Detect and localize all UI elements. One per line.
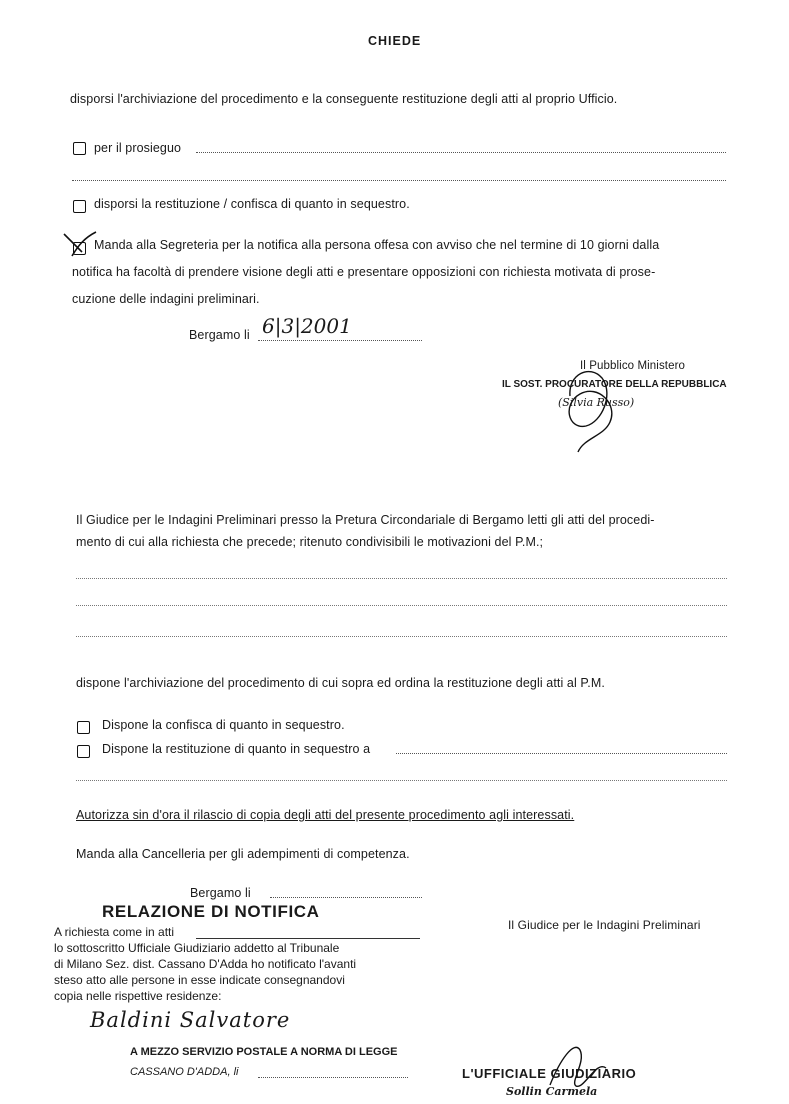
prosieguo-fill-line [196, 152, 726, 153]
officer-name: Sollin Carmela [506, 1085, 598, 1098]
request-place-date-label: Bergamo li [189, 328, 250, 342]
authorization-text: Autorizza sin d'ora il rilascio di copia degli atti del presente procedimento agli interessati. [76, 808, 575, 822]
officer-stamp: L'UFFICIALE GIUDIZIARIO [462, 1066, 637, 1081]
option-restituzione-request-label: disporsi la restituzione / confisca di quanto in sequestro. [94, 197, 410, 211]
notification-fill-line [196, 938, 420, 939]
notification-line-2: lo sottoscritto Ufficiale Giudiziario addetto al Tribunale [54, 941, 340, 955]
request-intro: disporsi l'archiviazione del procedimento e la conseguente restituzione degli atti al proprio Ufficio. [70, 92, 618, 106]
judge-fill-line-1 [76, 578, 727, 579]
judge-place-date-label: Bergamo li [190, 886, 251, 900]
judge-signature-role: Il Giudice per le Indagini Preliminari [508, 918, 701, 932]
stamp-postal-service: A MEZZO SERVIZIO POSTALE A NORMA DI LEGGE [130, 1046, 398, 1058]
request-date-handwritten: 6|3|2001 [262, 314, 352, 338]
notification-line-5: copia nelle rispettive residenze: [54, 989, 222, 1003]
checkbox-restituzione-request[interactable] [73, 200, 86, 213]
notification-recipient-handwritten: Baldini Salvatore [90, 1008, 291, 1032]
signature-role-pm: Il Pubblico Ministero [580, 360, 686, 372]
notification-line-4: steso atto alle persone in esse indicate consegnandovi [54, 973, 345, 987]
request-date-line [258, 340, 422, 341]
checkbox-confisca[interactable] [77, 721, 90, 734]
judge-fill-line-2 [76, 605, 727, 606]
option-prosieguo-label: per il prosieguo [94, 141, 182, 155]
signature-stamp-procuratore: IL SOST. PROCURATORE DELLA REPUBBLICA [502, 379, 727, 390]
restituzione-fill-line [396, 753, 727, 754]
judge-fill-line-3 [76, 636, 727, 637]
cancelleria-text: Manda alla Cancelleria per gli adempimenti di competenza. [76, 847, 410, 861]
notice-line-1: Manda alla Segreteria per la notifica alla persona offesa con avviso che nel termine di 10 giorni dalla [94, 238, 660, 252]
judge-line-1: Il Giudice per le Indagini Preliminari presso la Pretura Circondariale di Bergamo letti gli atti del procedi- [76, 513, 655, 527]
judge-decision: dispone l'archiviazione del procedimento di cui sopra ed ordina la restituzione degli atti al P.M. [76, 676, 605, 690]
option-confisca-label: Dispone la confisca di quanto in sequestro. [102, 718, 345, 732]
officer-signature-icon [540, 1030, 620, 1100]
document-title: CHIEDE [368, 34, 422, 48]
restituzione-fill-line-2 [76, 780, 727, 781]
judge-line-2: mento di cui alla richiesta che precede; ritenuto condivisibili le motivazioni del P.M.; [76, 535, 544, 549]
judge-date-line [270, 897, 422, 898]
pm-signature-icon [540, 356, 640, 456]
checkbox-prosieguo[interactable] [73, 142, 86, 155]
signature-name-pm: (Silvia Russo) [558, 396, 635, 409]
stamp-date-line [258, 1077, 408, 1078]
notification-line-1: A richiesta come in atti [54, 925, 175, 939]
prosieguo-fill-line-2 [72, 180, 726, 181]
notification-title: RELAZIONE DI NOTIFICA [102, 902, 320, 921]
stamp-cassano-date: CASSANO D'ADDA, li [130, 1066, 239, 1078]
notification-line-3: di Milano Sez. dist. Cassano D'Adda ho notificato l'avanti [54, 957, 357, 971]
option-restituzione-judge-label: Dispone la restituzione di quanto in sequestro a [102, 742, 371, 756]
notice-line-3: cuzione delle indagini preliminari. [72, 292, 260, 306]
checkbox-restituzione-judge[interactable] [77, 745, 90, 758]
notice-line-2: notifica ha facoltà di prendere visione degli atti e presentare opposizioni con richiesta motivata di prose- [72, 265, 656, 279]
